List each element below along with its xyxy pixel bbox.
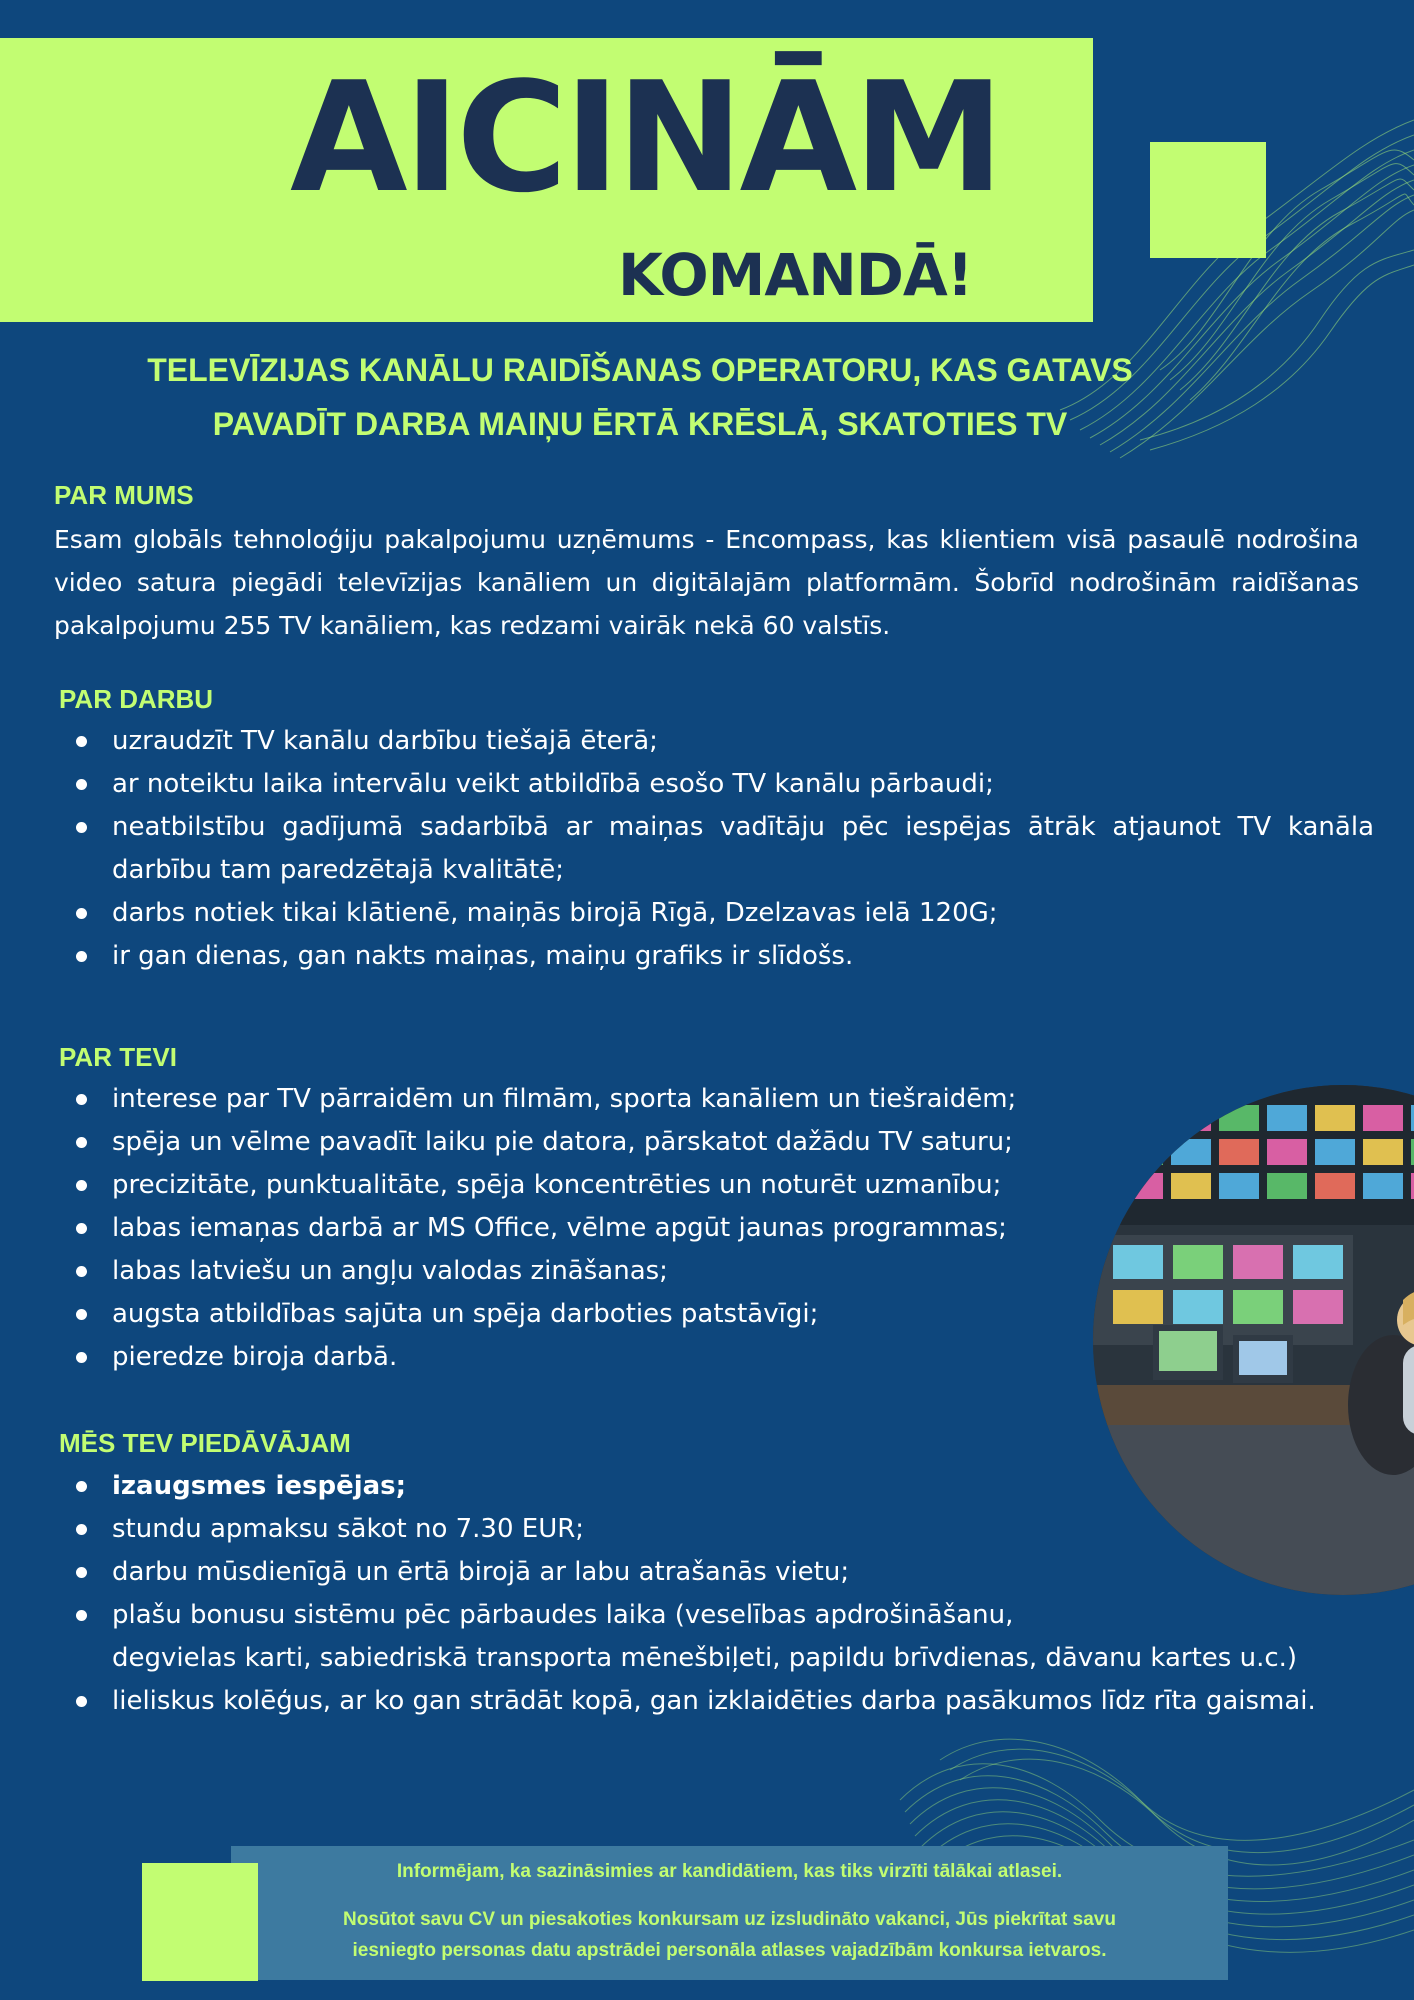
list-item: labas latviešu un angļu valodas zināšanas; [56,1250,1096,1293]
list-item: ir gan dienas, gan nakts maiņas, maiņu grafiks ir slīdošs. [56,935,1374,978]
bullet-icon [76,1524,87,1535]
bullet-icon [76,822,87,833]
section-title-about: PAR MUMS [54,480,194,510]
list-item: plašu bonusu sistēmu pēc pārbaudes laika (veselības apdrošināšanu, degvielas karti, sabiedriskā transporta mēnešbiļeti, papildu brīvdienas, dāvanu kartes u.c.) [56,1594,1398,1680]
bullet-icon [76,1352,87,1363]
job-title-subtitle [60,343,1220,451]
bullet-icon [76,908,87,919]
footer-line-3: iesniegto personas datu apstrādei personāla atlases vajadzībām konkursa ietvaros. [352,1940,1107,1961]
bullet-icon [76,779,87,790]
bullet-icon [76,1180,87,1191]
bullet-icon [76,1696,87,1707]
list-item: labas iemaņas darbā ar MS Office, vēlme apgūt jaunas programmas; [56,1207,1096,1250]
subtitle-line-2: PAVADĪT DARBA MAIŅU ĒRTĀ KRĒSLĀ, SKATOTIES TV [212,406,1068,442]
list-item: spēja un vēlme pavadīt laiku pie datora, pārskatot dažādu TV saturu; [56,1121,1096,1164]
list-item: interese par TV pārraidēm un filmām, sporta kanāliem un tiešraidēm; [56,1078,1096,1121]
section-title-you: PAR TEVI [59,1042,177,1072]
list-item: precizitāte, punktualitāte, spēja koncentrēties un noturēt uzmanību; [56,1164,1096,1207]
bullet-icon [76,1094,87,1105]
subtitle-line-1: TELEVĪZIJAS KANĀLU RAIDĪŠANAS OPERATORU, KAS GATAVS [147,352,1133,388]
section-title-job: PAR DARBU [59,684,214,714]
offer-list [56,1465,1398,1723]
accent-square-top [1150,142,1266,258]
bullet-icon [76,736,87,747]
bullet-icon [76,1266,87,1277]
list-item: stundu apmaksu sākot no 7.30 EUR; [56,1508,1398,1551]
list-item: augsta atbildības sajūta un spēja darboties patstāvīgi; [56,1293,1096,1336]
list-item: izaugsmes iespējas; [56,1465,1398,1508]
bullet-icon [76,1481,87,1492]
bullet-icon [76,1567,87,1578]
headline-main: AICINĀM [290,49,1001,226]
about-paragraph: Esam globāls tehnoloģiju pakalpojumu uzņēmums - Encompass, kas klientiem visā pasaulē nodrošina video satura piegādi televīzijas kanāliem un digitālajām platformām. Šobrīd nodrošinām raidīšanas pakalpojumu 255 TV kanāliem, kas redzami vairāk nekā 60 valstīs. [54,525,1359,640]
you-list [56,1078,1096,1379]
list-item: darbu mūsdienīgā un ērtā birojā ar labu atrašanās vietu; [56,1551,1398,1594]
section-title-offer: MĒS TEV PIEDĀVĀJAM [59,1428,351,1458]
footer-line-2: Nosūtot savu CV un piesakoties konkursam uz izsludināto vakanci, Jūs piekrītat savu [343,1909,1116,1930]
job-list [56,720,1374,978]
bullet-icon [76,951,87,962]
list-item: ar noteiktu laika intervālu veikt atbildībā esošo TV kanālu pārbaudi; [56,763,1374,806]
bullet-icon [76,1610,87,1621]
list-item: darbs notiek tikai klātienē, maiņās birojā Rīgā, Dzelzavas ielā 120G; [56,892,1374,935]
bullet-icon [76,1223,87,1234]
list-item: pieredze biroja darbā. [56,1336,1096,1379]
bullet-icon [76,1309,87,1320]
footer-line-1: Informējam, ka sazināsimies ar kandidātiem, kas tiks virzīti tālākai atlasei. [396,1861,1063,1882]
list-item: lieliskus kolēģus, ar ko gan strādāt kopā, gan izklaidēties darba pasākumos līdz rīta gaismai. [56,1680,1398,1723]
bullet-icon [76,1137,87,1148]
list-item: neatbilstību gadījumā sadarbībā ar maiņas vadītāju pēc iespējas ātrāk atjaunot TV kanāla darbību tam paredzētajā kvalitātē; [56,806,1374,892]
headline-secondary: KOMANDĀ! [618,241,973,309]
list-item: uzraudzīt TV kanālu darbību tiešajā ēterā; [56,720,1374,763]
